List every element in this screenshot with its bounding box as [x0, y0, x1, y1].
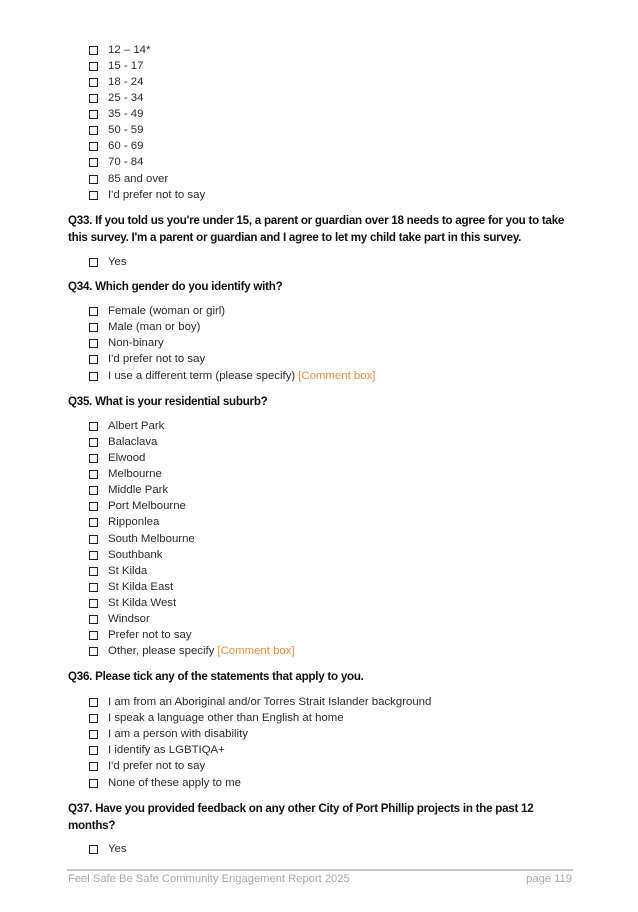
checkbox-icon[interactable]	[89, 845, 98, 854]
footer-divider	[67, 869, 573, 871]
option-statement[interactable]: I identify as LGBTIQA+	[89, 742, 225, 758]
checkbox-icon[interactable]	[89, 78, 98, 87]
option-suburb[interactable]: Ripponlea	[89, 514, 159, 530]
checkbox-icon[interactable]	[89, 126, 98, 135]
option-gender-nonbinary[interactable]: Non-binary	[89, 335, 164, 351]
option-suburb[interactable]: Albert Park	[89, 418, 164, 434]
option-suburb[interactable]: Balaclava	[89, 434, 157, 450]
option-statement[interactable]: I am from an Aboriginal and/or Torres Strait Islander background	[89, 694, 431, 710]
checkbox-icon[interactable]	[89, 175, 98, 184]
checkbox-icon[interactable]	[89, 518, 98, 527]
checkbox-icon[interactable]	[89, 110, 98, 119]
checkbox-icon[interactable]	[89, 339, 98, 348]
checkbox-icon[interactable]	[89, 779, 98, 788]
checkbox-icon[interactable]	[89, 142, 98, 151]
checkbox-icon[interactable]	[89, 502, 98, 511]
checkbox-icon[interactable]	[89, 762, 98, 771]
option-age-70-84[interactable]: 70 - 84	[89, 154, 143, 170]
footer-report-title: Feel Safe Be Safe Community Engagement Report 2025	[68, 873, 350, 885]
option-suburb[interactable]: Middle Park	[89, 482, 168, 498]
checkbox-icon[interactable]	[89, 730, 98, 739]
checkbox-icon[interactable]	[89, 583, 98, 592]
option-age-15-17[interactable]: 15 - 17	[89, 58, 143, 74]
option-q37-yes[interactable]: Yes	[89, 841, 127, 857]
checkbox-icon[interactable]	[89, 746, 98, 755]
checkbox-icon[interactable]	[89, 599, 98, 608]
option-suburb[interactable]: Melbourne	[89, 466, 162, 482]
checkbox-icon[interactable]	[89, 714, 98, 723]
option-gender-female[interactable]: Female (woman or girl)	[89, 303, 225, 319]
option-suburb[interactable]: St Kilda West	[89, 595, 176, 611]
checkbox-icon[interactable]	[89, 486, 98, 495]
option-suburb[interactable]: St Kilda East	[89, 579, 173, 595]
checkbox-icon[interactable]	[89, 631, 98, 640]
checkbox-icon[interactable]	[89, 647, 98, 656]
checkbox-icon[interactable]	[89, 191, 98, 200]
checkbox-icon[interactable]	[89, 551, 98, 560]
option-q33-yes[interactable]: Yes	[89, 254, 127, 270]
checkbox-icon[interactable]	[89, 372, 98, 381]
option-suburb[interactable]: Port Melbourne	[89, 498, 186, 514]
option-suburb[interactable]: Elwood	[89, 450, 145, 466]
question-q36: Q36. Please tick any of the statements that apply to you.	[68, 670, 364, 683]
option-age-60-69[interactable]: 60 - 69	[89, 138, 143, 154]
question-q33: Q33. If you told us you're under 15, a parent or guardian over 18 needs to agree for you to take this survey. I'm a parent or guardian and I agree to let my child take part in this survey.	[68, 214, 565, 244]
option-gender-male[interactable]: Male (man or boy)	[89, 319, 200, 335]
option-suburb-other[interactable]: Other, please specify [Comment box]	[89, 643, 295, 659]
option-suburb[interactable]: Windsor	[89, 611, 150, 627]
question-q35: Q35. What is your residential suburb?	[68, 395, 268, 408]
checkbox-icon[interactable]	[89, 258, 98, 267]
checkbox-icon[interactable]	[89, 307, 98, 316]
option-statement[interactable]: I am a person with disability	[89, 726, 248, 742]
option-statement[interactable]: None of these apply to me	[89, 775, 241, 791]
option-gender-different-term[interactable]: I use a different term (please specify) [Comment box]	[89, 368, 375, 384]
question-q37: Q37. Have you provided feedback on any other City of Port Phillip projects in the past 12 months?	[68, 802, 534, 832]
checkbox-icon[interactable]	[89, 323, 98, 332]
checkbox-icon[interactable]	[89, 62, 98, 71]
option-age-25-34[interactable]: 25 - 34	[89, 90, 143, 106]
checkbox-icon[interactable]	[89, 698, 98, 707]
option-suburb[interactable]: St Kilda	[89, 563, 147, 579]
checkbox-icon[interactable]	[89, 535, 98, 544]
option-statement[interactable]: I speak a language other than English at home	[89, 710, 344, 726]
checkbox-icon[interactable]	[89, 355, 98, 364]
option-age-18-24[interactable]: 18 - 24	[89, 74, 143, 90]
option-age-12-14[interactable]: 12 – 14*	[89, 42, 150, 58]
question-q34: Q34. Which gender do you identify with?	[68, 280, 283, 293]
option-suburb[interactable]: Southbank	[89, 547, 162, 563]
checkbox-icon[interactable]	[89, 94, 98, 103]
checkbox-icon[interactable]	[89, 454, 98, 463]
checkbox-icon[interactable]	[89, 422, 98, 431]
option-age-35-49[interactable]: 35 - 49	[89, 106, 143, 122]
checkbox-icon[interactable]	[89, 567, 98, 576]
option-age-85-over[interactable]: 85 and over	[89, 171, 168, 187]
option-suburb[interactable]: South Melbourne	[89, 531, 195, 547]
checkbox-icon[interactable]	[89, 438, 98, 447]
option-age-prefer-not[interactable]: I'd prefer not to say	[89, 187, 205, 203]
option-age-50-59[interactable]: 50 - 59	[89, 122, 143, 138]
option-gender-prefer-not[interactable]: I'd prefer not to say	[89, 351, 205, 367]
option-statement[interactable]: I'd prefer not to say	[89, 758, 205, 774]
checkbox-icon[interactable]	[89, 158, 98, 167]
comment-box-label[interactable]: [Comment box]	[217, 645, 295, 657]
option-suburb[interactable]: Prefer not to say	[89, 627, 192, 643]
checkbox-icon[interactable]	[89, 470, 98, 479]
footer-page-number: page 119	[526, 873, 572, 885]
checkbox-icon[interactable]	[89, 615, 98, 624]
comment-box-label[interactable]: [Comment box]	[298, 370, 376, 382]
checkbox-icon[interactable]	[89, 46, 98, 55]
